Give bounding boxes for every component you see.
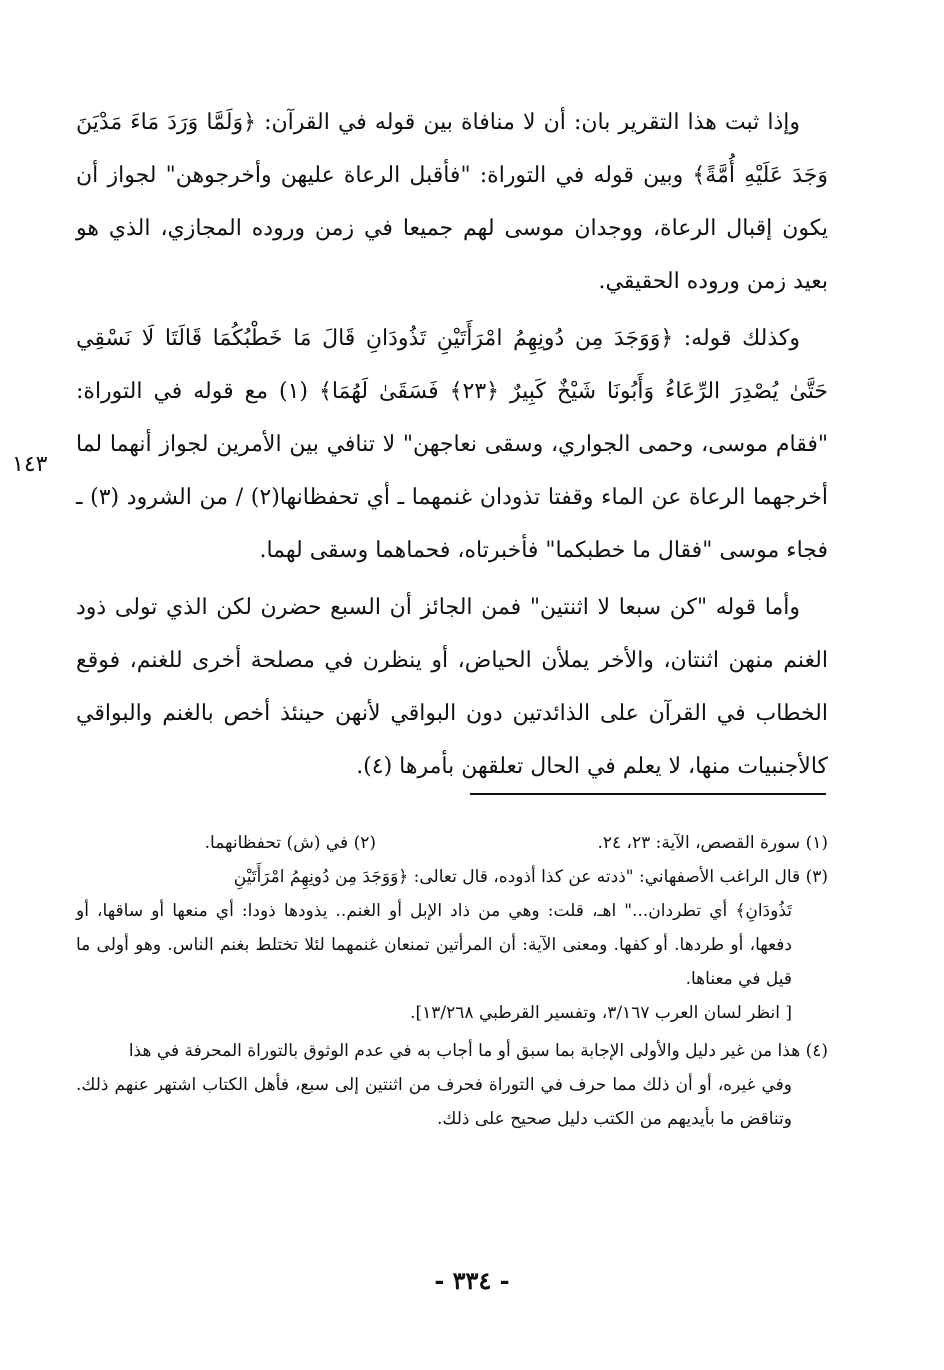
main-text [76, 96, 828, 793]
paragraph-2: وكذلك قوله: ﴿وَوَجَدَ مِن دُونِهِمُ امْرَأَتَيْنِ تَذُودَانِ قَالَ مَا خَطْبُكُمَا قَالَتَا لَا نَسْقِي حَتَّىٰ يُصْدِرَ الرِّعَاءُ وَأَبُونَا شَيْخٌ كَبِيرٌ ﴿٢٣﴾ فَسَقَىٰ لَهُمَا﴾ (١) مع قوله في التوراة: "فقام موسى، وحمى الجواري، وسقى نعاجهن" لا تنافي بين الأمرين لجواز أنهما لما أخرجهما الرعاة عن الماء وقفتا تذودان غنمهما ـ أي تحفظانها(٢) / من الشرود (٣) ـ فجاء موسى "فقال ما خطبكما" فأخبرتاه، فحماهما وسقى لهما. [76, 326, 828, 563]
page-number: - ٣٣٤ - [434, 1266, 510, 1295]
footnote-3-reference: [ انظر لسان العرب ٣/١٦٧، وتفسير القرطبي ١٣/٢٦٨]. [410, 1003, 792, 1023]
footnote-2: (٢) في (ش) تحفظانهما. [204, 833, 376, 853]
footnote-row-1-2 [76, 826, 828, 860]
footnote-4: (٤) هذا من غير دليل والأولى الإجابة بما سبق أو ما أجاب به في عدم الوثوق بالتوراة المحرفة في هذا [128, 1041, 828, 1061]
footnote-separator [470, 793, 826, 795]
paragraph-3: وأما قوله "كن سبعا لا اثنتين" فمن الجائز أن السبع حضرن لكن الذي تولى ذود الغنم منهن اثنتان، والأخر يملأن الحياض، أو ينظرن في مصلحة أخرى للغنم، فوقع الخطاب في القرآن على الذائدتين دون البواقي لأنهن حينئذ أخص بالغنم والبواقي كالأجنبيات منها، لا يعلم في الحال تعلقهن بأمرها (٤). [76, 595, 828, 779]
footnote-4-continuation: وفي غيره، أو أن ذلك مما حرف في التوراة فحرف من اثنتين إلى سبع، فأهل الكتاب اشتهر عنهم ذلك. وتناقض ما بأيديهم من الكتب دليل صحيح على ذلك. [76, 1075, 792, 1129]
paragraph-1: وإذا ثبت هذا التقرير بان: أن لا منافاة بين قوله في القرآن: ﴿وَلَمَّا وَرَدَ مَاءَ مَدْيَنَ وَجَدَ عَلَيْهِ أُمَّةً﴾ وبين قوله في التوراة: "فأقبل الرعاة عليهن وأخرجوهن" لجواز أن يكون إقبال الرعاة، ووجدان موسى لهم جميعا في زمن وروده المجازي، الذي هو بعيد زمن وروده الحقيقي. [76, 110, 828, 294]
margin-page-reference: ١٤٣ [12, 452, 48, 477]
footnote-1: (١) سورة القصص، الآية: ٢٣، ٢٤. [597, 833, 828, 853]
footnote-3: (٣) قال الراغب الأصفهاني: "ذدته عن كذا أذوده، قال تعالى: ﴿وَوَجَدَ مِن دُونِهِمُ امْرَأَتَيْنِ [233, 867, 828, 887]
footnote-3-continuation: تَذُودَانِ﴾ أي تطردان..." اهـ، قلت: وهي من ذاد الإبل أو الغنم.. يذودها ذودا: أي منعها أو ساقها، أو دفعها، أو طردها. أو كفها. ومعنى الآية: أن المرأتين تمنعان غنمهما لئلا تختلط بغنم الناس. وهو أولى ما قيل في معناها. [76, 901, 792, 989]
footnotes [76, 826, 828, 1136]
